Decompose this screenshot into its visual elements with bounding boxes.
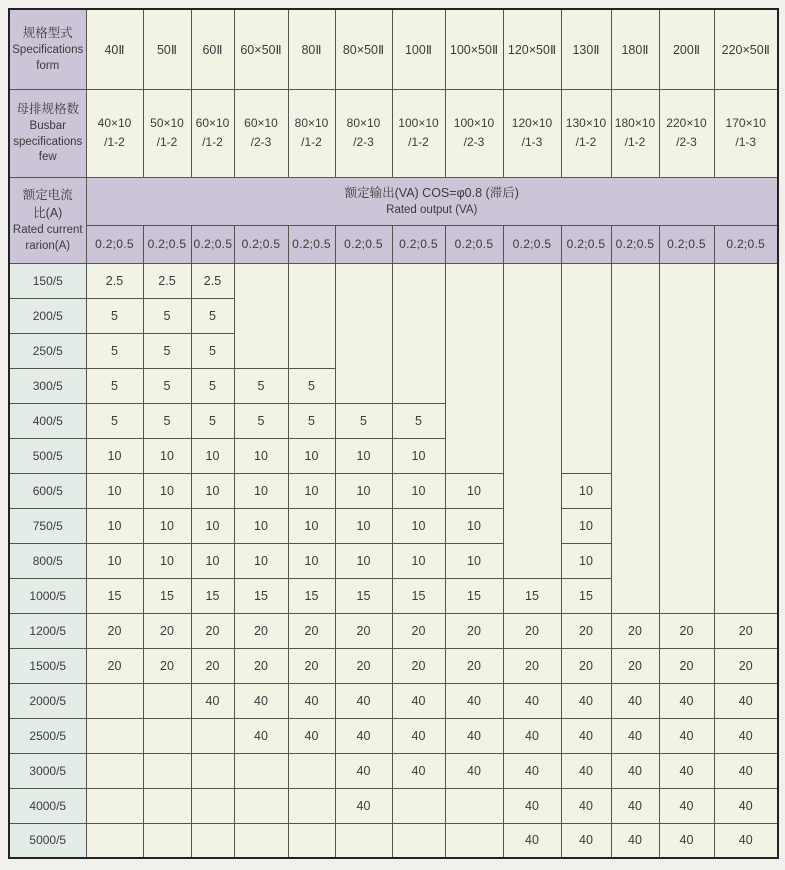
rated-output-header	[86, 177, 778, 225]
output-value-cell: 15	[234, 578, 288, 613]
busbar-size: 40×10	[97, 116, 132, 131]
output-value-cell: 5	[143, 333, 191, 368]
busbar-size: 50×10	[150, 116, 184, 131]
output-value-cell: 40	[659, 788, 714, 823]
ratio-row-1500-5	[9, 648, 778, 683]
output-value-cell: 10	[86, 543, 143, 578]
model-header-cell-5: 80×50Ⅱ	[335, 9, 392, 89]
accuracy-class-cell-10: 0.2;0.5	[611, 225, 659, 263]
busbar-spec-cell-8	[503, 89, 561, 177]
output-value-cell: 20	[561, 648, 611, 683]
output-value-cell: 5	[191, 368, 234, 403]
output-value-cell: 40	[392, 683, 445, 718]
output-value-cell: 10	[234, 543, 288, 578]
empty-cell	[445, 823, 503, 858]
empty-cell	[288, 823, 335, 858]
output-value-cell: 5	[86, 368, 143, 403]
accuracy-class-cell-6: 0.2;0.5	[392, 225, 445, 263]
busbar-size: 60×10	[244, 116, 278, 131]
output-value-cell: 40	[714, 718, 778, 753]
busbar-spec-cell-4	[288, 89, 335, 177]
busbar-range: /2-3	[676, 135, 697, 149]
empty-cell	[86, 753, 143, 788]
output-value-cell: 40	[288, 718, 335, 753]
busbar-label-zh: 母排规格数	[16, 102, 79, 117]
busbar-spec-cell-7	[445, 89, 503, 177]
busbar-size: 180×10	[614, 116, 656, 131]
busbar-spec-cell-1	[143, 89, 191, 177]
accuracy-class-cell-1: 0.2;0.5	[143, 225, 191, 263]
output-value-cell: 20	[392, 613, 445, 648]
merged-empty-cell	[714, 263, 778, 613]
output-value-cell: 20	[335, 648, 392, 683]
output-value-cell: 2.5	[86, 263, 143, 298]
output-value-cell: 40	[659, 718, 714, 753]
busbar-range: /1-2	[624, 135, 646, 149]
accuracy-class-row	[9, 225, 778, 263]
merged-empty-cell	[611, 263, 659, 613]
output-value-cell: 10	[288, 508, 335, 543]
accuracy-class-cell-3: 0.2;0.5	[234, 225, 288, 263]
empty-cell	[86, 823, 143, 858]
model-header-cell-10: 180Ⅱ	[611, 9, 659, 89]
output-value-cell: 10	[86, 438, 143, 473]
row-label: 2000/5	[9, 683, 86, 718]
output-value-cell: 5	[143, 368, 191, 403]
model-header-cell-0: 40Ⅱ	[86, 9, 143, 89]
output-value-cell: 20	[392, 648, 445, 683]
output-value-cell: 20	[288, 648, 335, 683]
busbar-spec-cell-11	[659, 89, 714, 177]
accuracy-class-cell-12: 0.2;0.5	[714, 225, 778, 263]
output-value-cell: 40	[445, 683, 503, 718]
ratio-row-2000-5	[9, 683, 778, 718]
row-label: 400/5	[9, 403, 86, 438]
rated-output-label-zh: 额定输出(VA) COS=φ0.8 (滞后)	[344, 185, 519, 200]
output-value-cell: 15	[445, 578, 503, 613]
output-value-cell: 5	[288, 403, 335, 438]
rated-output-label-en: Rated output (VA)	[386, 203, 478, 216]
output-value-cell: 20	[659, 613, 714, 648]
output-value-cell: 20	[611, 613, 659, 648]
model-header-cell-3: 60×50Ⅱ	[234, 9, 288, 89]
output-value-cell: 15	[191, 578, 234, 613]
output-value-cell: 15	[503, 578, 561, 613]
model-header-cell-12: 220×50Ⅱ	[714, 9, 778, 89]
busbar-spec-cell-3	[234, 89, 288, 177]
busbar-spec-cell-10	[611, 89, 659, 177]
output-value-cell: 5	[143, 403, 191, 438]
busbar-range: /1-2	[202, 135, 223, 149]
merged-empty-cell	[503, 263, 561, 578]
output-value-cell: 15	[561, 578, 611, 613]
output-value-cell: 40	[503, 683, 561, 718]
empty-cell	[143, 718, 191, 753]
row-label: 600/5	[9, 473, 86, 508]
output-value-cell: 40	[335, 788, 392, 823]
merged-empty-cell	[392, 263, 445, 403]
output-value-cell: 5	[392, 403, 445, 438]
output-value-cell: 40	[714, 753, 778, 788]
output-value-cell: 10	[392, 438, 445, 473]
busbar-range: /1-2	[156, 135, 178, 149]
output-value-cell: 5	[288, 368, 335, 403]
output-value-cell: 5	[335, 403, 392, 438]
row-label: 800/5	[9, 543, 86, 578]
output-value-cell: 40	[335, 753, 392, 788]
output-value-cell: 5	[86, 298, 143, 333]
output-value-cell: 20	[611, 648, 659, 683]
empty-cell	[191, 823, 234, 858]
output-value-cell: 10	[143, 508, 191, 543]
output-value-cell: 10	[86, 473, 143, 508]
model-header-cell-1: 50Ⅱ	[143, 9, 191, 89]
output-value-cell: 40	[335, 683, 392, 718]
output-value-cell: 20	[288, 613, 335, 648]
output-value-cell: 5	[234, 403, 288, 438]
rated-current-label-zh2: 比(A)	[33, 206, 63, 221]
empty-cell	[143, 788, 191, 823]
busbar-spec-cell-12	[714, 89, 778, 177]
accuracy-class-cell-0: 0.2;0.5	[86, 225, 143, 263]
output-value-cell: 5	[86, 403, 143, 438]
output-value-cell: 10	[392, 508, 445, 543]
empty-cell	[143, 823, 191, 858]
busbar-size: 100×10	[453, 116, 495, 131]
row-label: 4000/5	[9, 788, 86, 823]
output-value-cell: 40	[561, 788, 611, 823]
output-value-cell: 10	[234, 438, 288, 473]
merged-empty-cell	[288, 263, 335, 368]
output-value-cell: 15	[335, 578, 392, 613]
output-value-cell: 2.5	[191, 263, 234, 298]
busbar-range: /2-3	[353, 135, 374, 149]
output-value-cell: 10	[191, 438, 234, 473]
empty-cell	[191, 788, 234, 823]
busbar-spec-row	[9, 89, 778, 177]
output-value-cell: 40	[611, 788, 659, 823]
empty-cell	[234, 823, 288, 858]
output-value-cell: 40	[503, 718, 561, 753]
row-label: 500/5	[9, 438, 86, 473]
empty-cell	[191, 718, 234, 753]
empty-cell	[86, 788, 143, 823]
model-header-cell-9: 130Ⅱ	[561, 9, 611, 89]
model-header-cell-4: 80Ⅱ	[288, 9, 335, 89]
row-label: 150/5	[9, 263, 86, 298]
busbar-size: 220×10	[666, 116, 707, 131]
busbar-label-en2: specifications	[13, 135, 83, 148]
output-value-cell: 10	[288, 543, 335, 578]
output-value-cell: 20	[143, 613, 191, 648]
output-value-cell: 40	[503, 823, 561, 858]
output-value-cell: 10	[561, 508, 611, 543]
merged-empty-cell	[335, 263, 392, 403]
busbar-range: /1-2	[104, 135, 125, 149]
busbar-size: 80×10	[294, 116, 329, 131]
busbar-size: 130×10	[565, 116, 607, 131]
busbar-range: /1-2	[301, 135, 322, 149]
spec-form-label-zh: 规格型式	[22, 26, 73, 41]
output-value-cell: 10	[561, 543, 611, 578]
output-value-cell: 20	[234, 613, 288, 648]
output-value-cell: 20	[191, 613, 234, 648]
output-value-cell: 10	[86, 508, 143, 543]
output-value-cell: 20	[714, 613, 778, 648]
accuracy-class-cell-8: 0.2;0.5	[503, 225, 561, 263]
output-value-cell: 2.5	[143, 263, 191, 298]
busbar-header	[9, 89, 86, 177]
ratio-row-5000-5	[9, 823, 778, 858]
accuracy-class-cell-2: 0.2;0.5	[191, 225, 234, 263]
busbar-label-en: Busbar	[29, 120, 66, 133]
busbar-spec-cell-9	[561, 89, 611, 177]
busbar-range: /1-3	[521, 135, 543, 149]
merged-empty-cell	[561, 263, 611, 473]
busbar-size: 60×10	[195, 116, 230, 131]
output-value-cell: 40	[611, 823, 659, 858]
accuracy-class-cell-5: 0.2;0.5	[335, 225, 392, 263]
output-value-cell: 40	[611, 753, 659, 788]
output-value-cell: 10	[445, 543, 503, 578]
empty-cell	[445, 788, 503, 823]
output-value-cell: 20	[714, 648, 778, 683]
output-value-cell: 10	[288, 473, 335, 508]
busbar-spec-cell-6	[392, 89, 445, 177]
output-value-cell: 20	[659, 648, 714, 683]
empty-cell	[392, 823, 445, 858]
row-label: 3000/5	[9, 753, 86, 788]
output-value-cell: 40	[445, 718, 503, 753]
output-value-cell: 40	[659, 823, 714, 858]
output-value-cell: 15	[288, 578, 335, 613]
busbar-spec-cell-2	[191, 89, 234, 177]
output-value-cell: 40	[503, 753, 561, 788]
empty-cell	[288, 788, 335, 823]
merged-empty-cell	[445, 263, 503, 473]
output-value-cell: 5	[191, 333, 234, 368]
output-value-cell: 10	[143, 543, 191, 578]
ratio-row-1200-5	[9, 613, 778, 648]
output-value-cell: 10	[234, 473, 288, 508]
output-value-cell: 10	[392, 543, 445, 578]
output-value-cell: 20	[234, 648, 288, 683]
output-value-cell: 10	[335, 543, 392, 578]
busbar-range: /2-3	[463, 135, 485, 149]
output-value-cell: 40	[561, 683, 611, 718]
empty-cell	[86, 683, 143, 718]
row-label: 1200/5	[9, 613, 86, 648]
output-value-cell: 15	[392, 578, 445, 613]
row-label: 300/5	[9, 368, 86, 403]
output-value-cell: 20	[143, 648, 191, 683]
accuracy-class-cell-7: 0.2;0.5	[445, 225, 503, 263]
output-value-cell: 40	[714, 683, 778, 718]
output-value-cell: 10	[143, 438, 191, 473]
ratio-row-150-5	[9, 263, 778, 298]
output-value-cell: 10	[335, 473, 392, 508]
empty-cell	[143, 753, 191, 788]
spec-form-label-en: Specifications	[12, 44, 84, 57]
ratio-row-2500-5	[9, 718, 778, 753]
accuracy-class-cell-9: 0.2;0.5	[561, 225, 611, 263]
row-label: 750/5	[9, 508, 86, 543]
output-value-cell: 15	[86, 578, 143, 613]
accuracy-class-cell-11: 0.2;0.5	[659, 225, 714, 263]
busbar-range: /2-3	[250, 135, 272, 149]
output-value-cell: 10	[143, 473, 191, 508]
output-value-cell: 5	[234, 368, 288, 403]
ratio-row-3000-5	[9, 753, 778, 788]
empty-cell	[191, 753, 234, 788]
output-value-cell: 10	[191, 508, 234, 543]
merged-empty-cell	[234, 263, 288, 368]
output-value-cell: 40	[714, 788, 778, 823]
model-header-cell-11: 200Ⅱ	[659, 9, 714, 89]
model-header-cell-6: 100Ⅱ	[392, 9, 445, 89]
output-value-cell: 40	[659, 753, 714, 788]
output-value-cell: 20	[191, 648, 234, 683]
rated-current-header	[9, 177, 86, 263]
model-header-cell-2: 60Ⅱ	[191, 9, 234, 89]
output-value-cell: 15	[143, 578, 191, 613]
output-value-cell: 40	[234, 683, 288, 718]
busbar-range: /1-2	[408, 135, 429, 149]
model-header-row	[9, 9, 778, 89]
row-label: 250/5	[9, 333, 86, 368]
empty-cell	[288, 753, 335, 788]
busbar-size: 120×10	[511, 116, 553, 131]
output-value-cell: 40	[445, 753, 503, 788]
output-value-cell: 10	[191, 543, 234, 578]
empty-cell	[143, 683, 191, 718]
output-value-cell: 20	[335, 613, 392, 648]
busbar-size: 170×10	[725, 116, 766, 131]
output-value-cell: 5	[86, 333, 143, 368]
output-value-cell: 10	[288, 438, 335, 473]
output-value-cell: 5	[191, 298, 234, 333]
output-value-cell: 10	[234, 508, 288, 543]
busbar-size: 80×10	[346, 116, 381, 131]
empty-cell	[86, 718, 143, 753]
row-label: 1000/5	[9, 578, 86, 613]
output-value-cell: 40	[335, 718, 392, 753]
accuracy-class-cell-4: 0.2;0.5	[288, 225, 335, 263]
output-value-cell: 20	[86, 648, 143, 683]
empty-cell	[234, 753, 288, 788]
output-value-cell: 40	[191, 683, 234, 718]
busbar-range: /1-2	[575, 135, 597, 149]
row-label: 200/5	[9, 298, 86, 333]
output-value-cell: 40	[561, 823, 611, 858]
output-value-cell: 40	[503, 788, 561, 823]
output-value-cell: 40	[659, 683, 714, 718]
output-value-cell: 20	[86, 613, 143, 648]
row-label: 5000/5	[9, 823, 86, 858]
model-header-cell-8: 120×50Ⅱ	[503, 9, 561, 89]
output-value-cell: 40	[234, 718, 288, 753]
output-value-cell: 10	[335, 508, 392, 543]
output-value-cell: 10	[445, 508, 503, 543]
output-value-cell: 40	[561, 753, 611, 788]
output-value-cell: 40	[714, 823, 778, 858]
output-value-cell: 40	[611, 718, 659, 753]
empty-cell	[335, 823, 392, 858]
output-value-cell: 10	[561, 473, 611, 508]
model-header-cell-7: 100×50Ⅱ	[445, 9, 503, 89]
output-value-cell: 40	[392, 718, 445, 753]
output-value-cell: 5	[191, 403, 234, 438]
ratio-row-4000-5	[9, 788, 778, 823]
busbar-label-en3: few	[38, 151, 57, 164]
empty-cell	[392, 788, 445, 823]
output-value-cell: 10	[392, 473, 445, 508]
output-value-cell: 10	[335, 438, 392, 473]
empty-cell	[234, 788, 288, 823]
output-value-cell: 20	[503, 648, 561, 683]
output-value-cell: 20	[503, 613, 561, 648]
rated-current-label-en: Rated current	[12, 224, 83, 237]
output-value-cell: 20	[561, 613, 611, 648]
busbar-spec-cell-5	[335, 89, 392, 177]
output-value-cell: 40	[392, 753, 445, 788]
transformer-spec-table	[8, 8, 779, 859]
output-value-cell: 40	[288, 683, 335, 718]
rated-output-row	[9, 177, 778, 225]
busbar-spec-cell-0	[86, 89, 143, 177]
row-label: 1500/5	[9, 648, 86, 683]
spec-form-header	[9, 9, 86, 89]
output-value-cell: 10	[445, 473, 503, 508]
output-value-cell: 10	[191, 473, 234, 508]
row-label: 2500/5	[9, 718, 86, 753]
output-value-cell: 5	[143, 298, 191, 333]
output-value-cell: 20	[445, 648, 503, 683]
rated-current-label-en2: rarion(A)	[25, 239, 71, 252]
output-value-cell: 20	[445, 613, 503, 648]
output-value-cell: 40	[611, 683, 659, 718]
busbar-size: 100×10	[398, 116, 439, 131]
busbar-range: /1-3	[735, 135, 757, 149]
rated-current-label-zh: 额定电流	[22, 187, 73, 202]
output-value-cell: 40	[561, 718, 611, 753]
merged-empty-cell	[659, 263, 714, 613]
spec-form-label-en2: form	[36, 59, 60, 72]
